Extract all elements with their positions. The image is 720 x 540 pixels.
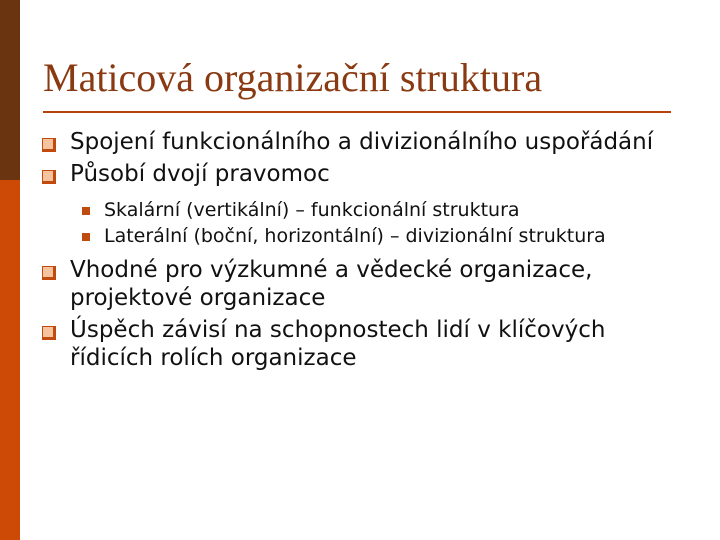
left-accent-bar-orange (0, 180, 20, 540)
bullet-item (40, 316, 680, 372)
left-accent-bar-dark (0, 0, 20, 180)
square-bullet-icon (42, 170, 56, 184)
square-bullet-icon (42, 138, 56, 152)
bullet-text: Spojení funkcionálního a divizionálního uspořádání (70, 129, 654, 155)
sub-bullet-item (40, 224, 680, 248)
bullet-item (40, 256, 680, 312)
sub-bullet-text: Laterální (boční, horizontální) – divizionální struktura (104, 225, 606, 247)
slide-content (40, 128, 680, 376)
bullet-text: Vhodné pro výzkumné a vědecké organizace, projektové organizace (70, 257, 593, 311)
sub-bullet-item (40, 198, 680, 222)
small-square-bullet-icon (82, 207, 90, 215)
sub-bullet-text: Skalární (vertikální) – funkcionální struktura (104, 199, 520, 221)
square-bullet-icon (42, 326, 56, 340)
slide-title: Maticová organizační struktura (43, 55, 543, 100)
bullet-item (40, 128, 680, 156)
bullet-text: Úspěch závisí na schopnostech lidí v klíčových řídicích rolích organizace (70, 317, 606, 371)
small-square-bullet-icon (82, 233, 90, 241)
bullet-text: Působí dvojí pravomoc (70, 161, 330, 187)
square-bullet-icon (42, 266, 56, 280)
bullet-item (40, 160, 680, 188)
title-underline (43, 111, 671, 113)
